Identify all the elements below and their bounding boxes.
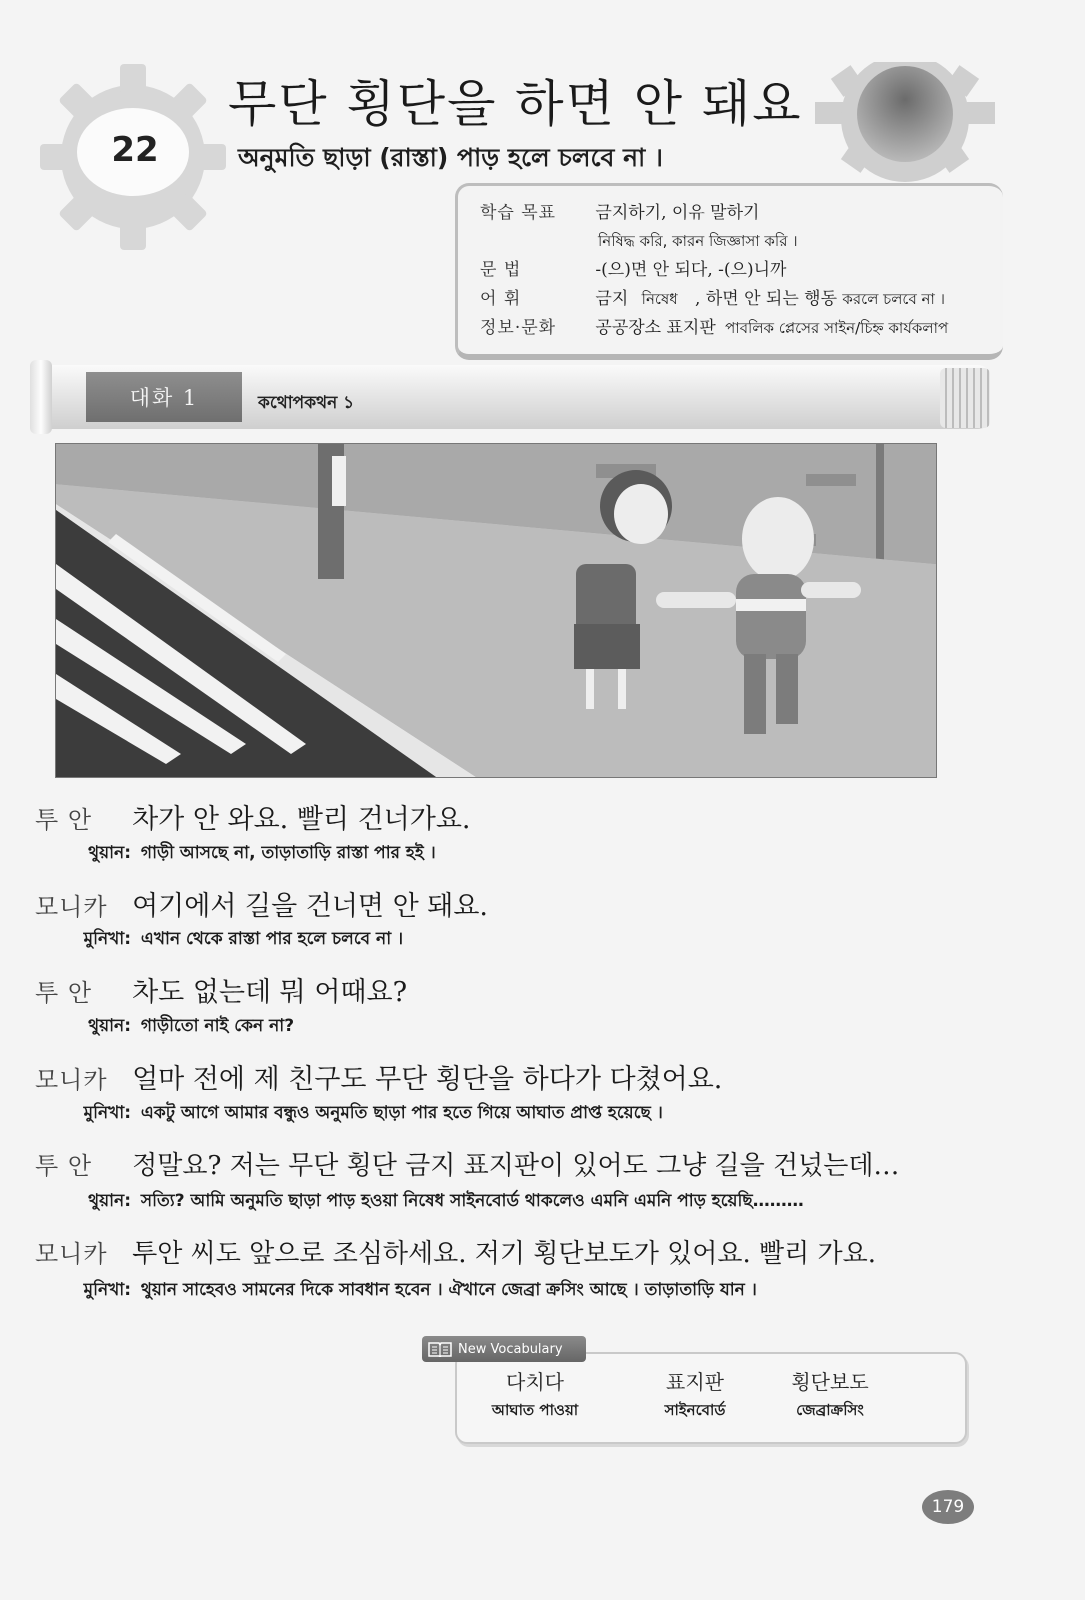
vocabulary-ko: 표지판 — [666, 1370, 724, 1394]
dialogue-text-bn: এখান থেকে রাস্তা পার হলে চলবে না । — [140, 929, 404, 949]
book-icon — [428, 1341, 452, 1357]
dialogue-translation — [35, 1013, 294, 1041]
vocabulary-ko: 횡단보도 — [791, 1370, 869, 1394]
lesson-title-translation: অনুমতি ছাড়া (রাস্তা) পাড় হলে চলবে না । — [238, 143, 663, 172]
dialogue-translation — [35, 926, 403, 954]
objective-grammar-label: 문 법 — [480, 260, 522, 280]
dialogue-text-ko: 차가 안 와요. 빨리 건너가요. — [132, 804, 471, 835]
speaker-ko: 모니카 — [35, 1240, 108, 1268]
objective-vocab-label: 어 휘 — [480, 289, 522, 309]
lesson-title: 무단 횡단을 하면 안 돼요 — [228, 75, 803, 133]
dialogue-line — [35, 1145, 899, 1182]
speaker-bn: মুনিখা: — [83, 929, 131, 949]
speaker-ko: 모니카 — [35, 1066, 108, 1094]
dialogue-translation — [35, 1100, 663, 1128]
page-number: 179 — [922, 1490, 974, 1524]
vocabulary-item — [625, 1366, 765, 1424]
objective-vocab-bn-2: করলে চলবে না । — [842, 290, 945, 308]
dialogue-line — [35, 970, 407, 1009]
speaker-ko: 투 안 — [35, 806, 92, 834]
objective-vocab-ko-1: 금지 — [595, 289, 629, 309]
objective-goal — [480, 198, 759, 223]
vocabulary-ko: 다치다 — [506, 1370, 564, 1394]
dialogue-text-ko: 얼마 전에 제 친구도 무단 횡단을 하다가 다쳤어요. — [132, 1064, 723, 1095]
objective-vocab — [480, 284, 945, 313]
vocabulary-bn: সাইনবোর্ড — [664, 1401, 726, 1419]
dialogue-text-ko: 정말요? 저는 무단 횡단 금지 표지판이 있어도 그냥 길을 건넜는데… — [132, 1151, 900, 1181]
speaker-ko: 투 안 — [35, 979, 92, 1007]
dialogue-text-bn: থুয়ান সাহেবও সামনের দিকে সাবধান হবেন । ঐখানে জেব্রা ক্রসিং আছে । তাড়াতাড়ি যান । — [140, 1280, 757, 1300]
vocabulary-badge — [422, 1336, 586, 1362]
objective-culture-label: 정보·문화 — [480, 318, 557, 338]
objective-grammar-value: -(으)면 안 되다, -(으)니까 — [595, 260, 787, 280]
gear-icon — [805, 62, 1005, 182]
speaker-bn: থুয়ান: — [88, 843, 131, 863]
lesson-number: 22 — [111, 130, 159, 170]
street-crossing-illustration — [55, 443, 937, 778]
dialogue-line — [35, 1057, 722, 1096]
dialogue-translation — [35, 840, 436, 868]
objective-goal-label: 학습 목표 — [480, 203, 557, 223]
dialogue-text-ko: 여기에서 길을 건너면 안 돼요. — [132, 891, 488, 922]
section-bar-cap — [30, 360, 52, 434]
vocabulary-item — [760, 1366, 900, 1424]
vocabulary-bn: জেব্রাক্রসিং — [796, 1401, 864, 1419]
vocabulary-bn: আঘাত পাওয়া — [491, 1401, 579, 1419]
dialogue-line — [35, 884, 488, 923]
speaker-bn: মুনিখা: — [83, 1103, 131, 1123]
vocabulary-badge-label: New Vocabulary — [458, 1341, 563, 1357]
objective-grammar — [480, 255, 786, 280]
dialogue-translation — [35, 1277, 757, 1305]
objective-culture-bn: পাবলিক প্লেসের সাইন/চিহ্ন কার্যকলাপ — [725, 319, 949, 337]
dialogue-text-bn: সত্যি? আমি অনুমতি ছাড়া পাড় হওয়া নিষেধ সাইনবোর্ড থাকলেও এমনি এমনি পাড় হয়েছি……… — [140, 1191, 804, 1211]
objective-goal-bn: নিষিদ্ধ করি, কারন জিজ্ঞাসা করি । — [598, 232, 798, 250]
dialogue-text-ko: 투안 씨도 앞으로 조심하세요. 저기 횡단보도가 있어요. 빨리 가요. — [132, 1239, 877, 1269]
speaker-bn: থুয়ান: — [88, 1016, 131, 1036]
objective-goal-bn-row — [598, 230, 798, 255]
objective-vocab-bn-1: নিষেধ — [641, 290, 678, 308]
dialogue-tab: 대화 1 — [86, 372, 242, 422]
speaker-ko: 모니카 — [35, 893, 108, 921]
dialogue-text-bn: একটু আগে আমার বন্ধুও অনুমতি ছাড়া পার হতে গিয়ে আঘাত প্রাপ্ত হয়েছে । — [140, 1103, 663, 1123]
dialogue-title-bn: কথোপকথন ১ — [258, 393, 355, 413]
dialogue-line — [35, 1233, 876, 1270]
dialogue-text-bn: গাড়ীতো নাই কেন না? — [140, 1016, 295, 1036]
objective-vocab-ko-2: , 하면 안 되는 행동 — [695, 289, 838, 309]
objective-culture — [480, 313, 948, 342]
dialogue-text-bn: গাড়ী আসছে না, তাড়াতাড়ি রাস্তা পার হই । — [140, 843, 436, 863]
dialogue-translation — [35, 1188, 804, 1216]
dialogue-text-ko: 차도 없는데 뭐 어때요? — [132, 977, 408, 1008]
speaker-bn: থুয়ান: — [88, 1191, 131, 1211]
objective-culture-ko: 공공장소 표지판 — [595, 318, 716, 338]
objective-goal-ko: 금지하기, 이유 말하기 — [595, 203, 760, 223]
vocabulary-item — [465, 1366, 605, 1424]
speaker-ko: 투 안 — [35, 1152, 92, 1180]
dialogue-line — [35, 797, 471, 836]
section-bar-cap — [940, 368, 990, 428]
speaker-bn: মুনিখা: — [83, 1280, 131, 1300]
